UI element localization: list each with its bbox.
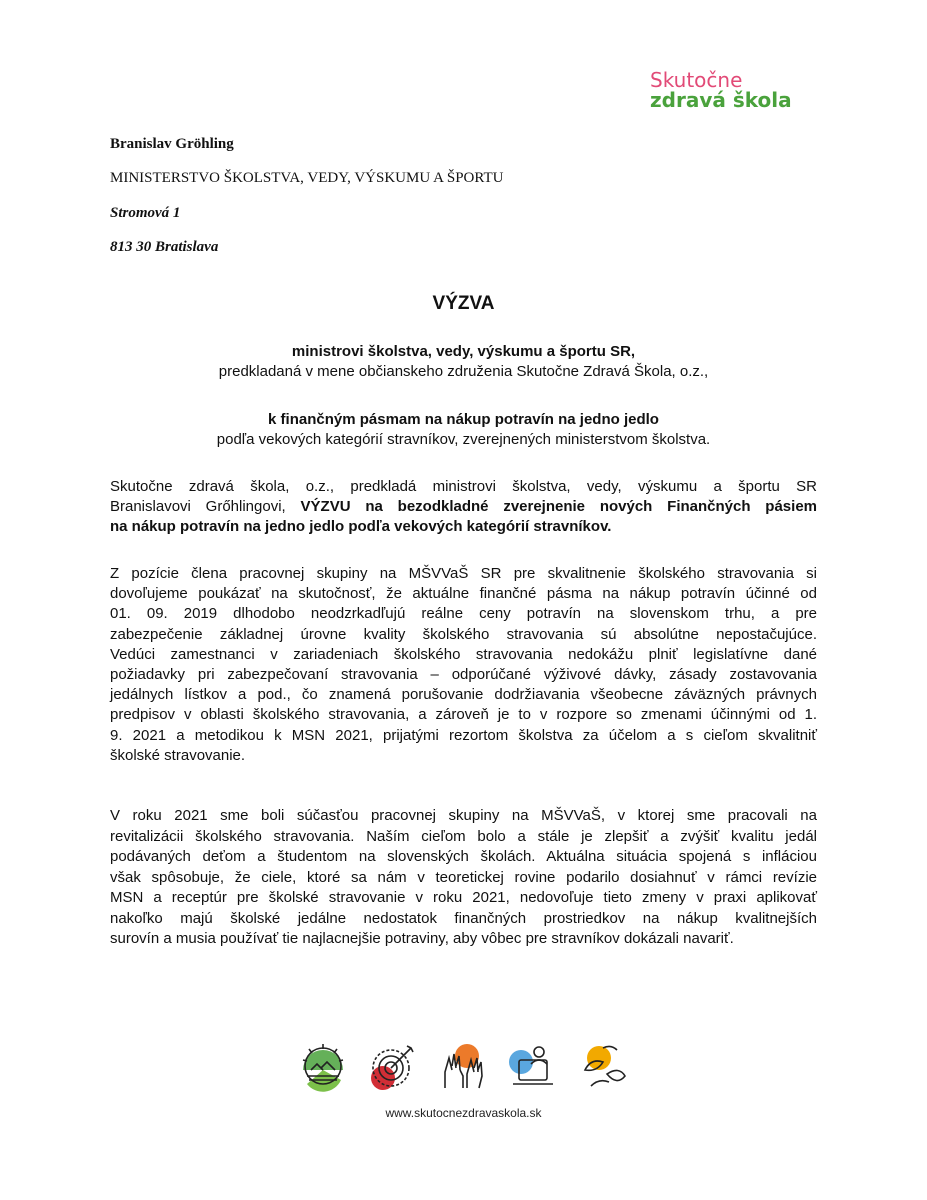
recipient-city: 813 30 Bratislava xyxy=(110,239,219,255)
subtitle-block-1 xyxy=(110,342,817,382)
logo xyxy=(650,70,792,110)
subtitle-line4: podľa vekových kategórií stravníkov, zverejnených ministerstvom školstva. xyxy=(216,431,711,448)
intro-line1: Skutočne zdravá škola, o.z., predkladá ministrovi školstva, vedy, výskumu a športu SR xyxy=(110,478,817,495)
p2-line: podávaných deťom a študentom na slovenských školách. Aktuálna situácia spojená s infláciou xyxy=(110,848,817,865)
p2-line: však spôsobuje, že ciele, ktoré sa nám v teoretickej rovine podarilo dosiahnuť v rámci revízie xyxy=(110,868,817,886)
footer-icons xyxy=(297,1040,637,1092)
laptop-person-icon xyxy=(507,1040,559,1092)
recipient-ministry: MINISTERSTVO ŠKOLSTVA, VEDY, VÝSKUMU A ŠPORTU xyxy=(110,170,504,186)
paragraph-1 xyxy=(110,564,817,766)
p1-line: 01. 09. 2019 dlhodobo neodzrkadľujú reálne ceny potravín na slovenskom trhu, a pre xyxy=(110,605,817,623)
intro-line3: na nákup potravín na jedno jedlo podľa vekových kategórií stravníkov. xyxy=(110,518,612,535)
p2-line: V roku 2021 sme boli súčasťou pracovnej skupiny na MŠVVaŠ, v ktorej sme pracovali na xyxy=(110,807,817,824)
subtitle-line3: k finančným pásmam na nákup potravín na jedno jedlo xyxy=(268,411,659,428)
raised-hands-icon xyxy=(437,1040,489,1092)
logo-line2: zdravá škola xyxy=(650,88,792,112)
leaf-hand-icon xyxy=(577,1040,629,1092)
p2-line: revitalizácii školského stravovania. Naším cieľom bolo a stále je zlepšiť a zvýšiť kvalitu jedál xyxy=(110,827,817,845)
p2-line: surovín a musia používať tie najlacnejšie potraviny, aby vôbec pre stravníkov dokázali navariť. xyxy=(110,930,734,947)
intro-paragraph xyxy=(110,477,817,537)
footer-url[interactable]: www.skutocnezdravaskola.sk xyxy=(385,1106,542,1120)
subtitle-line2: predkladaná v mene občianskeho združenia Skutočne Zdravá Škola, o.z., xyxy=(218,363,709,380)
p1-line: zabezpečenie základnej úrovne kvality školského stravovania sú absolútne nepostačujúce. xyxy=(110,625,817,643)
intro-line2-bold: VÝZVU na bezodkladné zverejnenie nových Finančných pásiem xyxy=(300,498,817,515)
intro-line2 xyxy=(110,497,817,517)
p1-line: požiadavky pri zabezpečovaní stravovania – odporúčané výživové dávky, zásady zostavovania xyxy=(110,666,817,684)
p1-line: Vedúci zamestnanci v zariadeniach školského stravovania nedokážu plniť legislatívne dané xyxy=(110,645,817,663)
document-title: VÝZVA xyxy=(432,293,495,314)
p2-line: nakoľko majú školské jedálne nedostatok finančných prostriedkov na nákup kvalitnejších xyxy=(110,909,817,927)
recipient-street: Stromová 1 xyxy=(110,205,181,221)
p2-line: MSN a receptúr pre školské stravovanie v roku 2021, nedovoľuje tieto zmeny v praxi aplikovať xyxy=(110,889,817,906)
intro-line2-regular: Branislavovi Grőhlingovi, xyxy=(110,498,301,515)
sunrise-farm-icon xyxy=(297,1040,349,1092)
subtitle-line1: ministrovi školstva, vedy, výskumu a športu SR, xyxy=(291,343,636,360)
p1-line: dovoľujeme poukázať na skutočnosť, že aktuálne finančné pásma na nákup potravín účinné od xyxy=(110,585,817,603)
target-arrow-icon xyxy=(367,1040,419,1092)
recipient-name: Branislav Gröhling xyxy=(110,136,234,152)
subtitle-block-2 xyxy=(110,410,817,450)
p1-line: Z pozície člena pracovnej skupiny na MŠVVaŠ SR pre skvalitnenie školského stravovania si xyxy=(110,565,817,582)
p1-line: predpisov v oblasti školského stravovania, a zároveň je to v rozpore so zmenami účinnými od 1. xyxy=(110,706,817,724)
paragraph-2 xyxy=(110,806,817,950)
p1-line: školské stravovanie. xyxy=(110,746,246,764)
logo-line1: Skutočne xyxy=(650,68,743,92)
p1-line: jedálnych lístkov a pod., čo znamená porušovanie dodržiavania všeobecne záväzných právnych xyxy=(110,686,817,704)
p1-line: 9. 2021 a metodikou k MSN 2021, prijatými rezortom školstva za účelom a s cieľom skvalitniť xyxy=(110,726,817,744)
